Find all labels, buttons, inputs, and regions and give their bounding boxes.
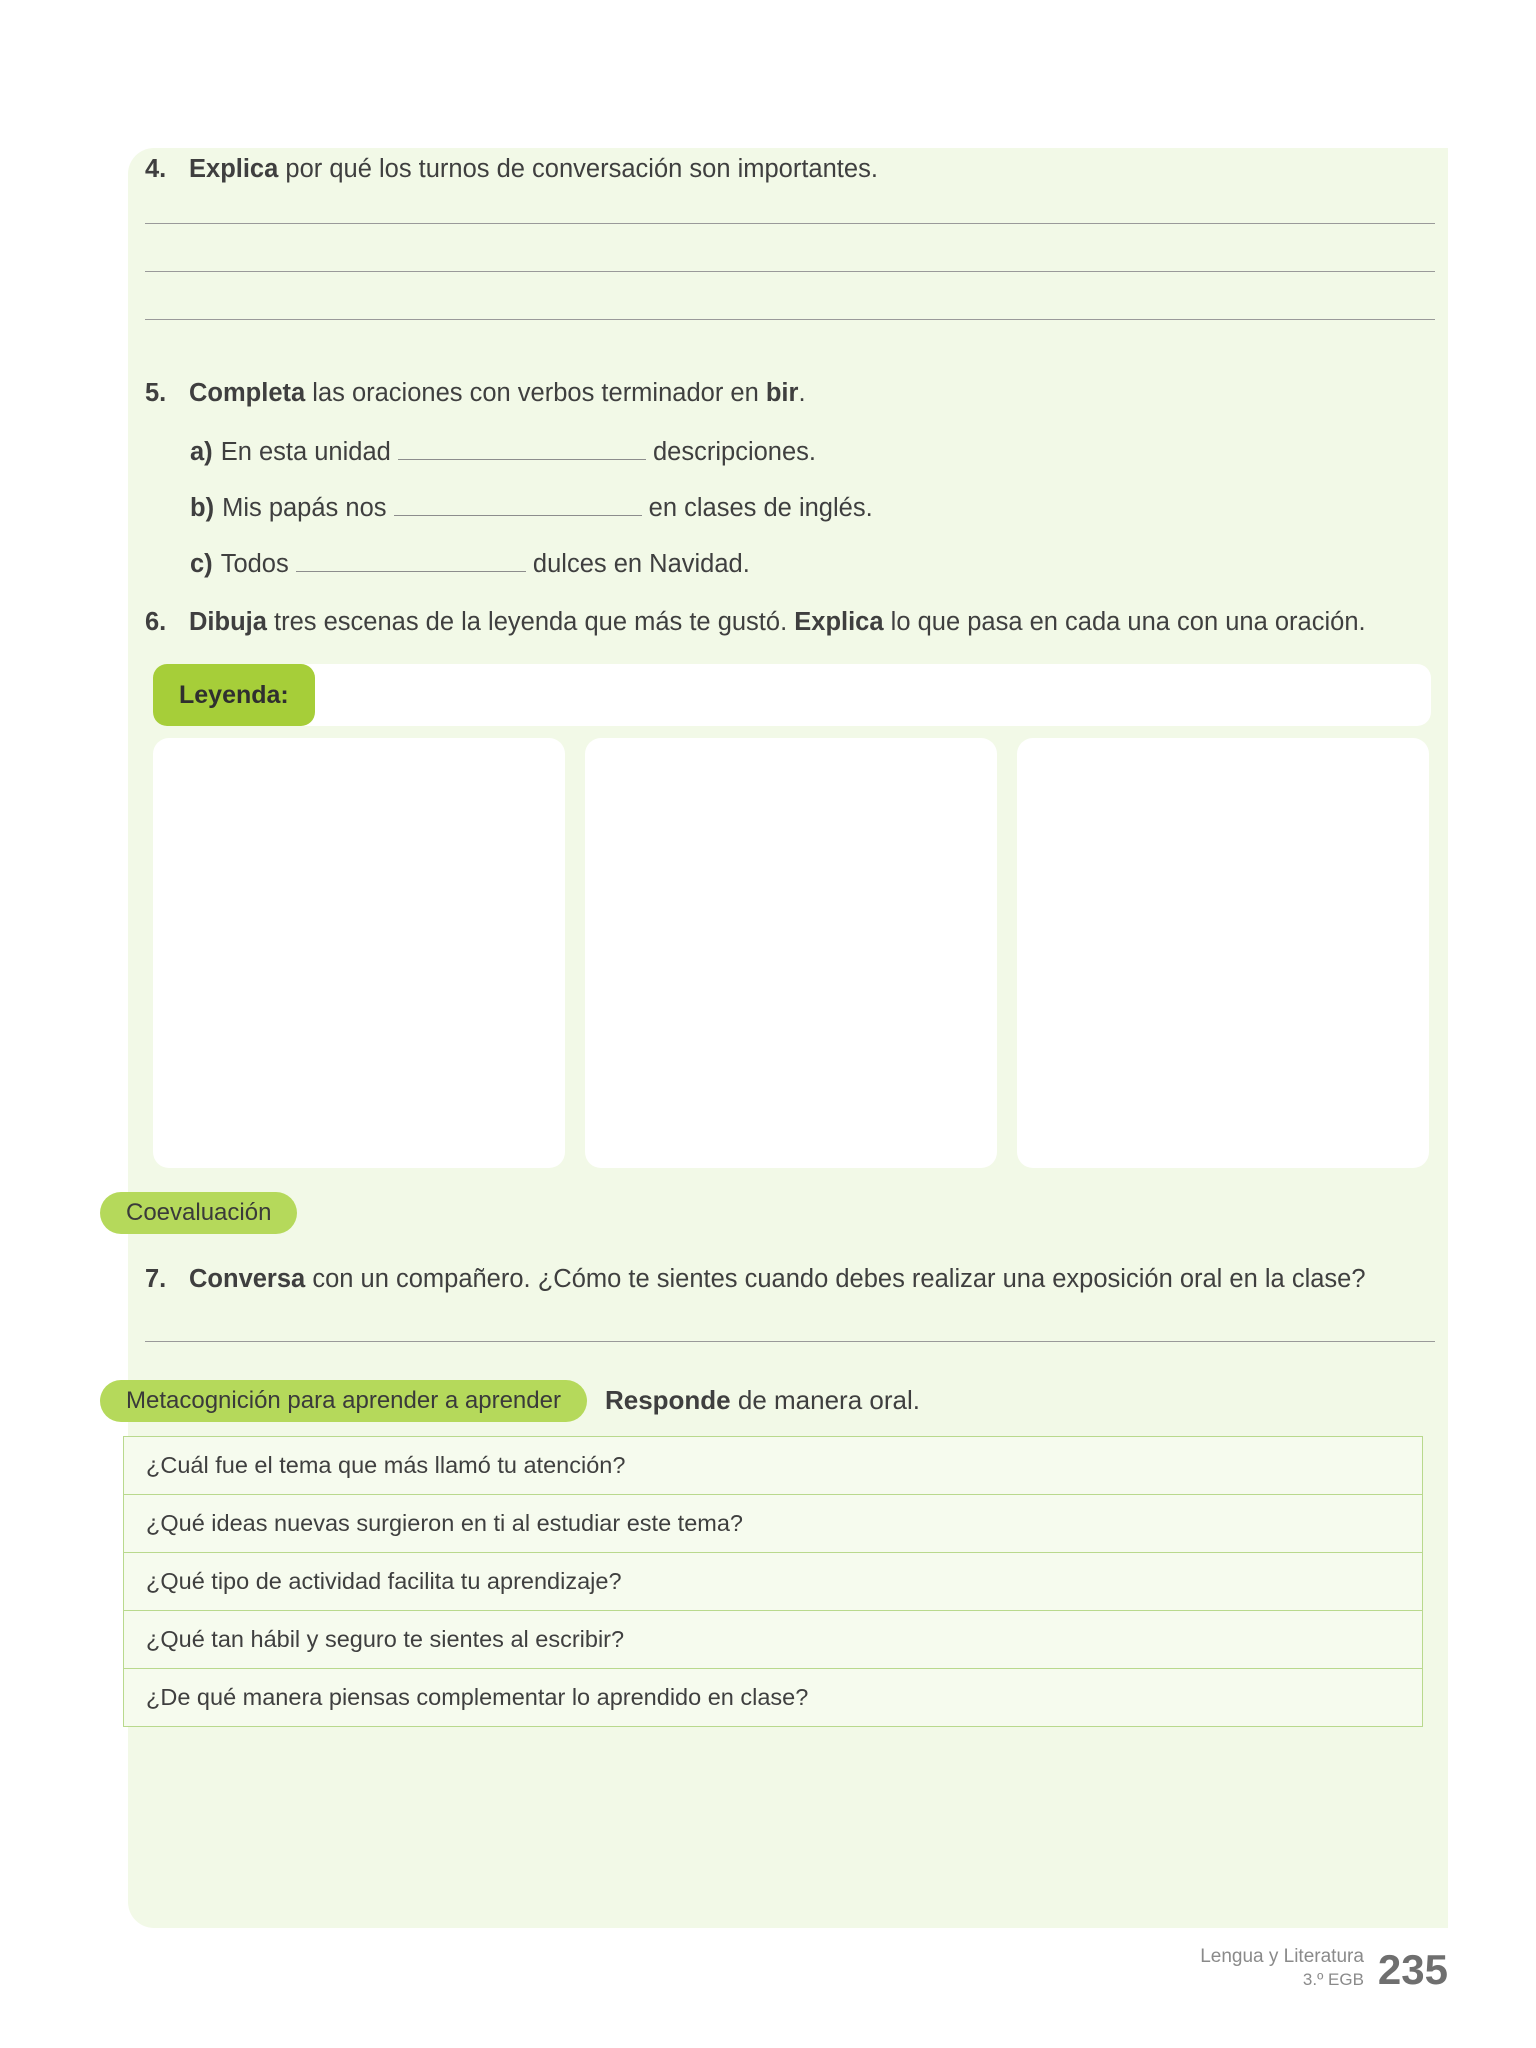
exercise-4-answer-area[interactable]: [145, 223, 1435, 320]
exercise-4-verb: Explica: [189, 155, 279, 183]
answer-line[interactable]: [145, 319, 1435, 320]
item-c-before: Todos: [220, 549, 296, 578]
legend-field-row: [153, 664, 1431, 726]
item-a-label: a): [190, 437, 213, 466]
footer-book-info: [1200, 1945, 1364, 1990]
exercise-7-rest: con un compañero. ¿Cómo te sientes cuando debes realizar una exposición oral en la clase?: [305, 1265, 1366, 1294]
exercise-4-text: [189, 152, 1435, 186]
exercise-5-items: [145, 437, 1435, 579]
answer-line[interactable]: [145, 271, 1435, 272]
exercise-6-verb-2: Explica: [794, 607, 884, 636]
metacognicion-questions-table: [123, 1436, 1423, 1727]
answer-line[interactable]: [145, 1341, 1435, 1342]
table-row[interactable]: ¿Qué tan hábil y seguro te sientes al escribir?: [124, 1611, 1422, 1669]
item-b-before: Mis papás nos: [222, 493, 394, 522]
page-content: [126, 152, 1435, 1727]
metacognicion-row: [100, 1380, 1435, 1422]
exercise-5-text: [189, 376, 1435, 410]
exercise-6-verb: Dibuja: [189, 607, 267, 636]
exercise-6-text: [189, 605, 1435, 639]
item-b-blank[interactable]: [394, 493, 642, 516]
metacognicion-badge: Metacognición para aprender a aprender: [100, 1380, 587, 1422]
exercise-5-verb: Completa: [189, 379, 306, 408]
item-c-blank[interactable]: [296, 549, 526, 572]
metacognicion-instruction-verb: Responde: [604, 1385, 731, 1416]
table-row[interactable]: ¿Qué ideas nuevas surgieron en ti al estudiar este tema?: [124, 1495, 1422, 1553]
exercise-5-rest-b: .: [798, 379, 806, 408]
metacognicion-instruction-rest: de manera oral.: [730, 1385, 920, 1416]
exercise-4-number: 4.: [145, 155, 167, 183]
exercise-5-number: 5.: [145, 379, 167, 408]
item-b-label: b): [190, 493, 215, 522]
exercise-5-suffix: bir: [765, 379, 799, 408]
exercise-5-item-b: [190, 493, 1435, 523]
answer-line[interactable]: [145, 223, 1435, 224]
coevaluacion-badge-wrap: [100, 1192, 1435, 1234]
exercise-6: [145, 605, 1435, 639]
item-a-before: En esta unidad: [220, 437, 398, 466]
exercise-4: [145, 152, 1435, 186]
exercise-7-answer-area[interactable]: [145, 1341, 1435, 1342]
exercise-7-text: [189, 1262, 1435, 1296]
drawing-box-1[interactable]: [153, 738, 565, 1168]
exercise-5: [145, 376, 1435, 410]
metacognicion-instruction: [605, 1385, 920, 1416]
exercise-6-number: 6.: [145, 607, 167, 636]
legend-input[interactable]: [153, 664, 1431, 726]
coevaluacion-badge: Coevaluación: [100, 1192, 297, 1234]
exercise-7: [145, 1262, 1435, 1296]
exercise-7-verb: Conversa: [189, 1265, 306, 1294]
exercise-5-rest-a: las oraciones con verbos terminador en: [305, 379, 766, 408]
table-row[interactable]: ¿Qué tipo de actividad facilita tu aprendizaje?: [124, 1553, 1422, 1611]
item-a-blank[interactable]: [398, 437, 646, 460]
page-footer: [1200, 1945, 1448, 1994]
item-c-after: dulces en Navidad.: [525, 549, 750, 578]
drawing-boxes: [153, 738, 1435, 1168]
footer-book-title: Lengua y Literatura: [1200, 1946, 1364, 1967]
exercise-7-number: 7.: [145, 1265, 167, 1294]
item-b-after: en clases de inglés.: [641, 493, 873, 522]
legend-label: Leyenda:: [153, 664, 315, 726]
page-number: 235: [1377, 1946, 1448, 1994]
footer-book-level: 3.º EGB: [1302, 1969, 1364, 1989]
exercise-6-rest-a: tres escenas de la leyenda que más te gustó.: [266, 607, 795, 636]
table-row[interactable]: ¿Cuál fue el tema que más llamó tu atención?: [124, 1437, 1422, 1495]
exercise-5-item-a: [190, 437, 1435, 467]
item-c-label: c): [190, 549, 213, 578]
table-row[interactable]: ¿De qué manera piensas complementar lo aprendido en clase?: [124, 1669, 1422, 1727]
exercise-6-rest-b: lo que pasa en cada una con una oración.: [883, 607, 1366, 636]
exercise-4-rest: por qué los turnos de conversación son importantes.: [278, 155, 878, 183]
drawing-box-2[interactable]: [585, 738, 997, 1168]
item-a-after: descripciones.: [645, 437, 816, 466]
drawing-box-3[interactable]: [1017, 738, 1429, 1168]
exercise-5-item-c: [190, 549, 1435, 579]
